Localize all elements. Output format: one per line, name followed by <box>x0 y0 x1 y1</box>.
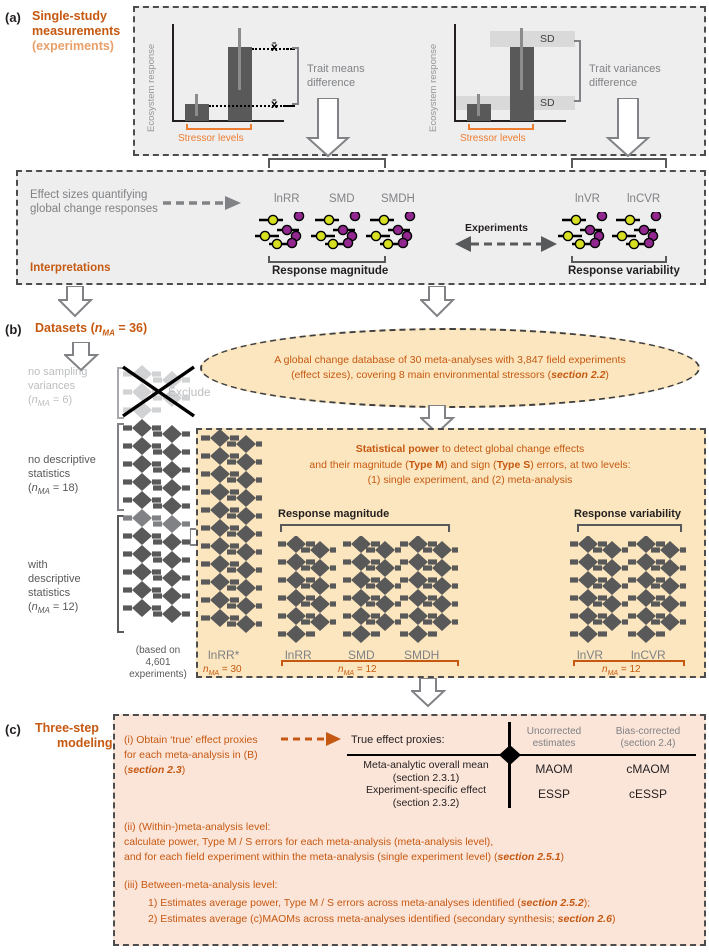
step2-line3 <box>124 850 564 865</box>
table-col-header-bias-corrected <box>600 726 696 750</box>
es-label-smd: SMD <box>329 193 355 205</box>
step1-line3: (section 2.3) <box>124 764 186 776</box>
box-type-m: Type M <box>408 458 445 471</box>
chart-right-stressor-brace <box>468 124 534 130</box>
group-0-line1: no sampling <box>28 366 88 378</box>
step3-section-ref-2: section 2.6 <box>557 913 612 925</box>
arrow-to-ellipse <box>420 286 460 318</box>
group-1-line2: statistics <box>28 468 71 480</box>
group-label-no-sampling-variances: no sampling variances $(n_{MA} = 6)$ <box>28 366 88 409</box>
brace-variability-top <box>571 158 667 168</box>
n-lnrr-star: $n_{MA} = 30$ <box>203 664 242 677</box>
arrow-to-panel-b-left <box>58 286 98 318</box>
panel-a-title-line2: measurements <box>32 24 121 38</box>
chart-left-whisker-treatment <box>238 28 241 90</box>
chart-left-x-axis-label: Stressor levels <box>178 133 244 144</box>
experiments-double-arrow-icon <box>455 234 557 254</box>
b-brace-magnitude <box>280 524 450 532</box>
connector-right-arrow <box>600 98 709 160</box>
brace-magnitude-bottom <box>268 256 386 263</box>
b-response-variability-title: Response variability <box>574 508 681 520</box>
box-statistical-power: Statistical power <box>355 443 440 455</box>
b-response-magnitude-title: Response magnitude <box>278 508 390 520</box>
chart-right-difference-brace <box>574 40 581 102</box>
chart-right-whisker-treatment <box>520 28 523 90</box>
col-label-smdh: SMDH <box>404 648 440 662</box>
box-type-s: Type S <box>496 458 531 471</box>
table-row-1-label <box>347 784 505 810</box>
effect-sizes-description-line1: Effect sizes quantifying <box>30 189 148 201</box>
table-row-0-label <box>347 759 505 785</box>
chart-left-mean-line-bottom <box>209 105 293 107</box>
table-row-1-corrected: cESSP <box>628 787 667 801</box>
step2-line3-a: and for each field experiment within the meta-analysis (single experiment level) ( <box>124 851 498 863</box>
col-label-smd: SMD <box>348 648 375 662</box>
n-magnitude: $n_{MA} = 12$ <box>338 664 377 677</box>
based-on-caption <box>108 645 208 681</box>
dashed-arrow-to-table-icon <box>281 731 346 747</box>
table-col-header-uncorrected <box>512 726 596 750</box>
box-line1-rest: to detect global change effects <box>439 443 585 455</box>
meta-analysis-stack-lnvr <box>570 536 628 644</box>
chart-right-sd-label-top: SD <box>540 33 555 45</box>
dashed-arrow-right-icon <box>163 194 249 212</box>
step3-line3 <box>148 912 615 927</box>
experiments-label: Experiments <box>465 222 529 234</box>
col-header-0-line2: estimates <box>532 738 576 749</box>
brace-magnitude-top <box>268 158 386 168</box>
step2-line2: calculate power, Type M / S errors for each meta-analysis (meta-analysis level), <box>124 836 494 848</box>
table-title: True effect proxies: <box>351 734 445 746</box>
col-label-lncvr: lnCVR <box>631 648 666 662</box>
table-row-0-corrected: cMAOM <box>626 762 670 776</box>
chart-left-annotation-line1: Trait means <box>307 63 365 75</box>
chart-left-y-axis-label: Ecosystem response <box>146 43 157 132</box>
panel-c-title-line2: modeling <box>57 736 113 750</box>
step3-line1: (iii) Between-meta-analysis level: <box>124 879 278 891</box>
interpretations-label: Interpretations <box>30 262 111 274</box>
meta-analysis-stack-smdh <box>400 536 458 644</box>
chart-left-mean-line-bottom-b <box>283 105 295 107</box>
b-brace-variability <box>577 524 682 532</box>
step2-section-ref: section 2.5.1 <box>497 851 561 863</box>
meta-analysis-stack-lnrr <box>278 536 336 644</box>
chart-left-whisker-control <box>195 94 198 116</box>
col-header-1-line2: (section 2.4) <box>620 738 676 749</box>
forest-plot-lnrr <box>255 212 315 260</box>
chart-left-annotation <box>307 62 365 90</box>
chart-left-mean-symbol-top: x̄ <box>271 40 278 54</box>
group-1-line1: no descriptive <box>28 454 96 466</box>
box-line2-e: ) errors, at two levels: <box>530 458 631 471</box>
chart-right-annotation-line1: Trait variances <box>589 63 661 75</box>
step1-section-ref: section 2.3 <box>127 764 182 776</box>
step2-line1: (ii) (Within-)meta-analysis level: <box>124 821 271 833</box>
es-label-lnrr: lnRR <box>274 193 300 205</box>
based-on-line3: experiments) <box>129 669 187 680</box>
group-2-line2: descriptive <box>28 573 81 585</box>
chart-left-annotation-line2: difference <box>307 77 356 89</box>
group-label-no-descriptive-statistics: no descriptive statistics $(n_{MA} = 18)$ <box>28 454 96 497</box>
chart-right-annotation-line2: difference <box>589 77 638 89</box>
box-line2-c: ) and sign ( <box>444 458 497 471</box>
table-row-1-uncorrected: ESSP <box>537 787 570 801</box>
box-line3: (1) single experiment, and (2) meta-analysis <box>367 474 573 486</box>
step3-line2-c: ); <box>583 897 591 909</box>
cream-box-header <box>250 442 690 489</box>
response-magnitude-title: Response magnitude <box>272 265 389 277</box>
chart-right-annotation <box>589 62 661 90</box>
forest-plot-smdh <box>366 212 426 260</box>
database-ellipse <box>200 328 700 408</box>
database-ellipse-text: A global change database of 30 meta-analyses with 3,847 field experiments (effect sizes), covering 8 main environmental stressors (section 2.2) <box>274 354 626 381</box>
brace-variability-bottom <box>571 256 667 263</box>
step3-line3-a: 2) Estimates average (c)MAOMs across meta-analyses identified (secondary synthesis; <box>148 913 558 925</box>
group-0-line2: variances <box>28 380 76 392</box>
es-label-lncvr: lnCVR <box>627 193 661 205</box>
step1-line2: for each meta-analysis in (B) <box>124 749 258 761</box>
based-on-line2: 4,601 <box>145 657 171 668</box>
arrow-to-panel-c <box>411 678 451 708</box>
es-label-lnvr: lnVR <box>575 193 600 205</box>
table-row-0-uncorrected: MAOM <box>535 762 573 776</box>
row-0-label-line1: Meta-analytic overall mean <box>363 759 489 771</box>
step3-section-ref-1: section 2.5.2 <box>520 897 584 909</box>
panel-a-subtitle: (experiments) <box>32 39 114 53</box>
forest-plot-lnvr <box>558 212 618 260</box>
meta-analysis-stack-smd <box>343 536 401 644</box>
forest-plot-smd <box>311 212 371 260</box>
panel-b-letter: (b) <box>5 322 22 337</box>
meta-analysis-stack-lncvr <box>628 536 686 644</box>
group-2-line3: statistics <box>28 587 71 599</box>
box-line2-a: and their magnitude ( <box>309 458 409 471</box>
based-on-line1: (based on <box>135 645 181 656</box>
col-label-lnvr: lnVR <box>577 648 604 662</box>
col-header-1-line1: Bias-corrected <box>615 726 681 737</box>
ellipse-section-ref: section 2.2 <box>551 369 606 381</box>
chart-right-y-axis-label: Ecosystem response <box>428 43 439 132</box>
es-label-smdh: SMDH <box>381 193 415 205</box>
col-header-0-line1: Uncorrected <box>526 726 582 737</box>
forest-plot-lncvr <box>612 212 672 260</box>
panel-a-title <box>32 9 132 54</box>
effect-sizes-description <box>30 188 158 216</box>
chart-right-x-axis-label: Stressor levels <box>460 133 526 144</box>
chart-left-difference-brace <box>292 47 299 105</box>
chart-left-stressor-brace <box>186 124 252 130</box>
chart-left-y-axis <box>172 24 174 121</box>
step3-line2-a: 1) Estimates average power, Type M / S errors across meta-analyses identified ( <box>148 897 521 909</box>
chart-right-sd-label-bottom: SD <box>540 97 555 109</box>
panel-a-letter: (a) <box>5 10 21 25</box>
col-label-lnrr-star: lnRR* <box>208 648 240 662</box>
step3-line3-c: ) <box>611 913 616 925</box>
exclude-label: Exclude <box>168 385 211 399</box>
n-variability: $n_{MA} = 12$ <box>602 664 641 677</box>
step1-line1: (i) Obtain ‘true’ effect proxies <box>124 734 258 746</box>
step2-line3-c: ) <box>560 851 565 863</box>
group-label-with-descriptive-statistics: with descriptive statistics $(n_{MA} = 12)$ <box>28 559 81 616</box>
chart-right-sd-band-top <box>490 31 575 47</box>
response-variability-title: Response variability <box>568 265 680 277</box>
step3-line2 <box>148 896 590 911</box>
panel-b-title-main: Datasets <box>35 321 88 335</box>
panel-a-title-line1: Single-study <box>32 9 108 23</box>
connector-left-arrow <box>300 98 410 160</box>
row-1-label-line2: (section 2.3.2) <box>392 797 460 809</box>
effect-sizes-description-line2: global change responses <box>30 203 158 215</box>
group-2-line1: with <box>28 559 48 571</box>
panel-b-title: Datasets $(n_{MA} = 36)$ <box>35 321 148 338</box>
row-1-label-line1: Experiment-specific effect <box>365 784 487 796</box>
row-0-label-line2: (section 2.3.1) <box>392 772 460 784</box>
col-label-lnrr: lnRR <box>285 648 312 662</box>
chart-right-whisker-control <box>477 94 480 116</box>
panel-c-title-line1: Three-step <box>35 721 99 735</box>
panel-c-letter: (c) <box>5 722 21 737</box>
ellipse-line1: A global change database of 30 meta-analyses with 3,847 field experiments <box>274 354 626 366</box>
chart-left-mean-symbol-bottom: x̄ <box>271 97 278 111</box>
